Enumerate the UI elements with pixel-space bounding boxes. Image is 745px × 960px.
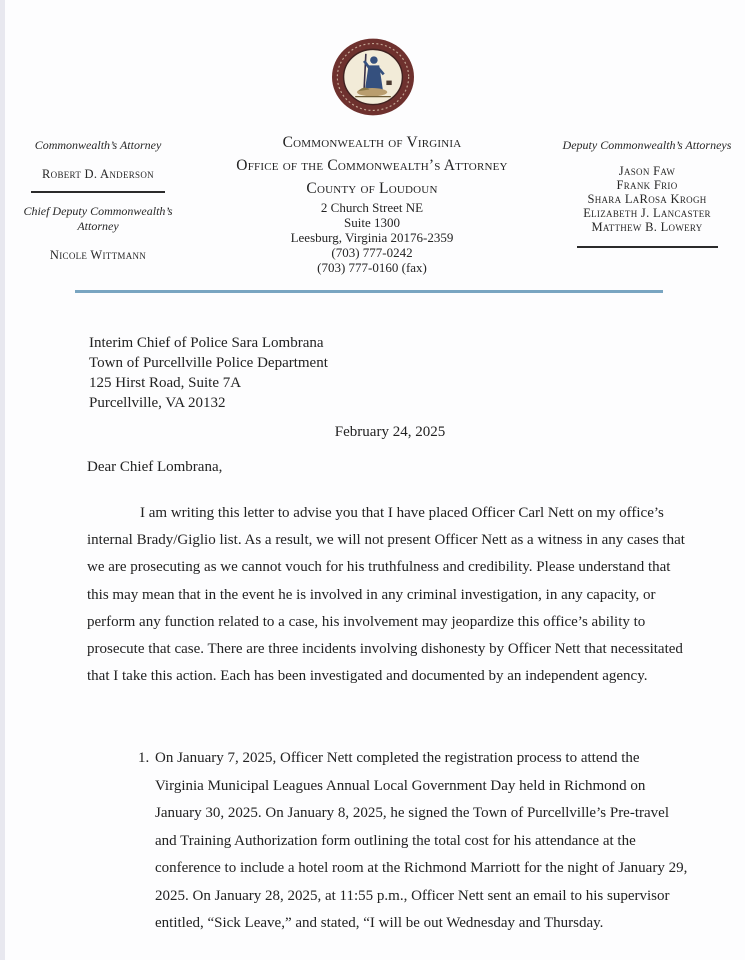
recipient-street-line: 125 Hirst Road, Suite 7A xyxy=(89,375,242,391)
letterhead-left-column xyxy=(10,138,186,262)
numbered-incident-item-1 xyxy=(138,745,694,938)
deputy-attorney-name: Shara LaRosa Krogh xyxy=(587,192,707,206)
left-column-rule xyxy=(31,191,165,193)
letterhead-right-column xyxy=(557,138,737,248)
org-name-line-3: County of Loudoun xyxy=(306,180,438,197)
scan-edge-shadow xyxy=(0,0,5,960)
body-paragraph: I am writing this letter to advise you that I have placed Officer Carl Nett on my office’s internal Brady/Giglio list. As a result, we will not present Officer Nett as a witness in any cases that we are prosecuting as we cannot vouch for his truthfulness and credibility. Please understand that this may mean that in the event he is involved in any criminal investigation, in any capacity, or perform any function related to a case, his involvement may jeopardize this office’s ability to prosecute that case. There are three incidents involving dishonesty by Officer Nett that necessitated that I take this action. Each has been investigated and documented by an independent agency. xyxy=(87,505,685,685)
salutation: Dear Chief Lombrana, xyxy=(87,459,223,475)
commonwealths-attorney-name: Robert D. Anderson xyxy=(42,167,154,181)
letterhead-divider-line xyxy=(75,290,663,293)
recipient-city-line: Purcellville, VA 20132 xyxy=(89,395,226,411)
letter-date: February 24, 2025 xyxy=(334,424,446,440)
letterhead-center-column xyxy=(182,131,562,275)
chief-deputy-name: Nicole Wittmann xyxy=(49,248,147,262)
deputy-attorneys-role-label: Deputy Commonwealth’s Attorneys xyxy=(562,138,732,152)
commonwealths-attorney-role-label: Commonwealth’s Attorney xyxy=(34,138,162,152)
office-suite: Suite 1300 xyxy=(344,215,400,230)
virginia-state-seal-icon xyxy=(328,36,418,118)
list-item-text: On January 7, 2025, Officer Nett completed the registration process to attend the Virginia Municipal Leagues Annual Local Government Day held in Richmond on January 30, 2025. On January 8, 2025, he signed the Town of Purcellville’s Pre-travel and Training Authorization form outlining the total cost for his attendance at the conference to include a hotel room at the Richmond Marriott for the night of January 29, 2025. On January 28, 2025, at 11:55 p.m., Officer Nett sent an email to his supervisor entitled, “Sick Leave,” and stated, “I will be out Wednesday and Thursday. xyxy=(155,750,688,931)
office-phone: (703) 777-0242 xyxy=(331,245,413,260)
deputy-attorney-name: Frank Frio xyxy=(616,178,678,192)
chief-deputy-role-label: Chief Deputy Commonwealth’s Attorney xyxy=(23,204,173,233)
recipient-department-line: Town of Purcellville Police Department xyxy=(89,355,328,371)
office-city-state-zip: Leesburg, Virginia 20176-2359 xyxy=(290,230,454,245)
office-street-address: 2 Church Street NE xyxy=(320,200,424,215)
recipient-name-line: Interim Chief of Police Sara Lombrana xyxy=(89,335,324,351)
deputy-attorney-name: Matthew B. Lowery xyxy=(591,220,703,234)
deputy-attorney-name: Jason Faw xyxy=(618,164,676,178)
org-name-line-1: Commonwealth of Virginia xyxy=(282,134,462,151)
office-fax: (703) 777-0160 (fax) xyxy=(317,260,427,275)
right-column-rule xyxy=(577,246,718,248)
recipient-address-block xyxy=(89,333,328,413)
list-item-number: 1. xyxy=(138,750,150,766)
deputy-attorneys-list xyxy=(557,164,737,234)
deputy-attorney-name: Elizabeth J. Lancaster xyxy=(583,206,711,220)
org-name-line-2: Office of the Commonwealth’s Attorney xyxy=(236,157,508,174)
